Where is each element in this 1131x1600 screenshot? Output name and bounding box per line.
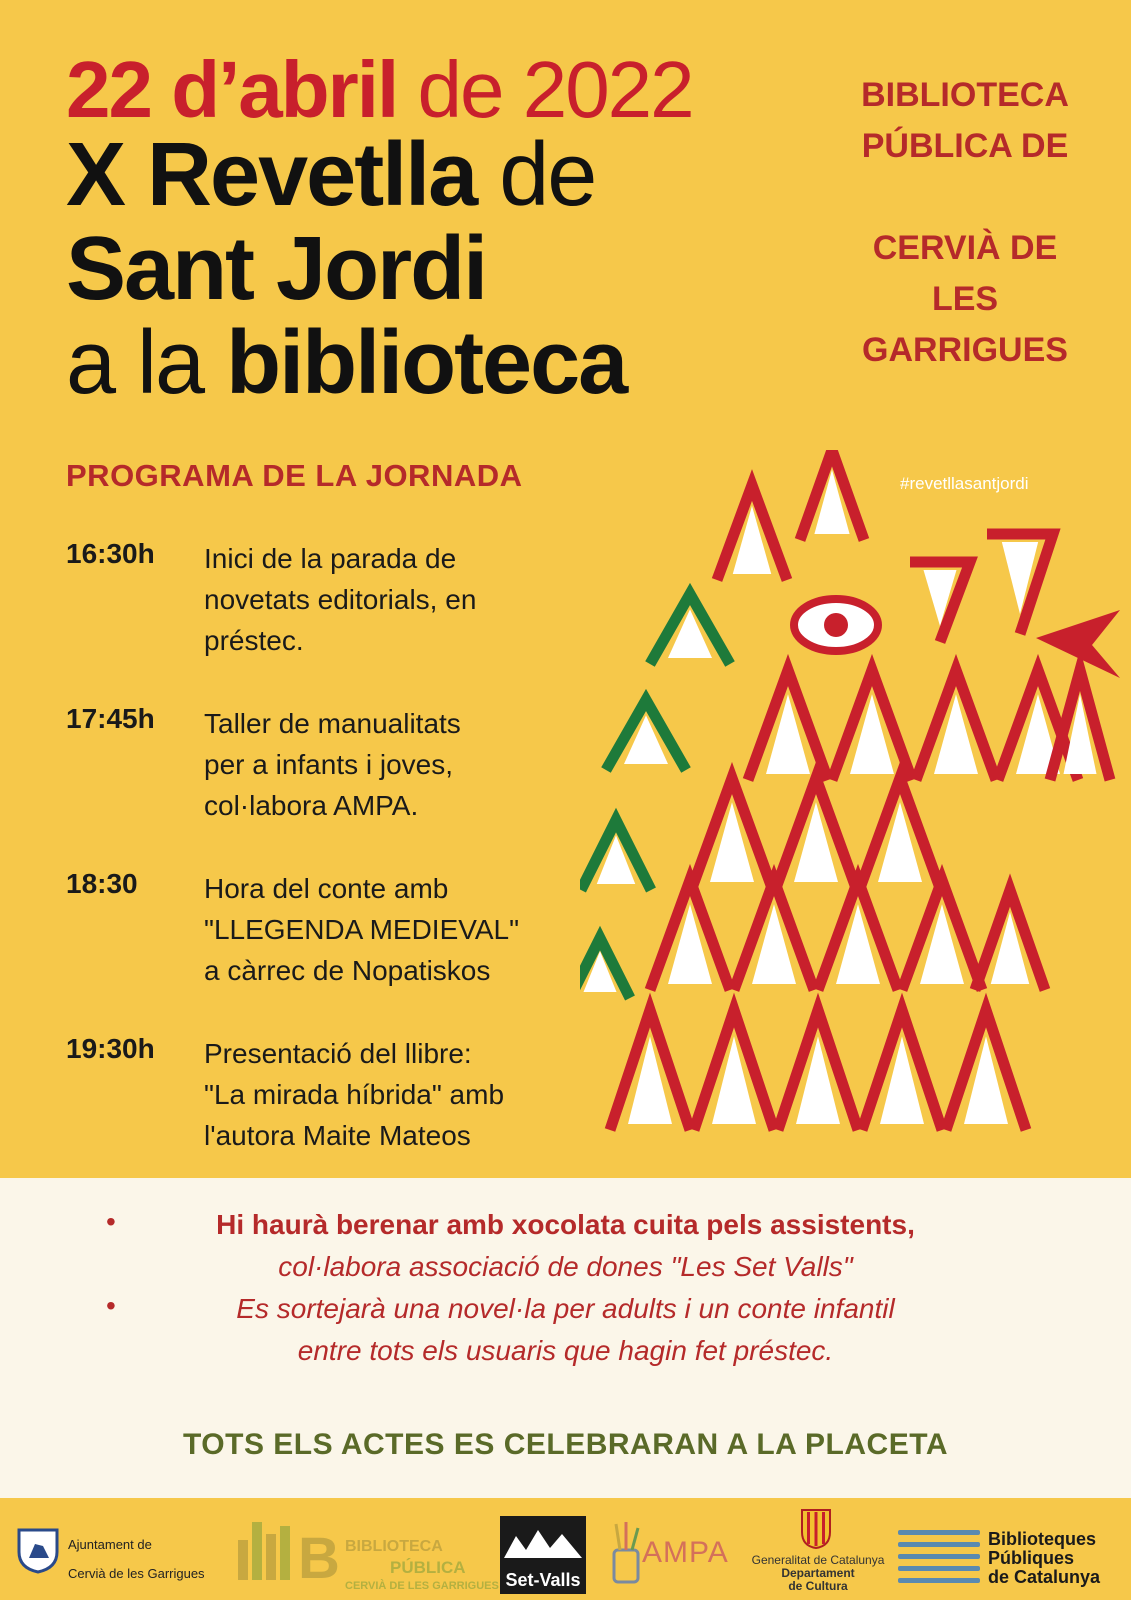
event-line: a càrrec de Nopatiskos bbox=[204, 955, 491, 986]
note-berenar-line1: Hi haurà berenar amb xocolata cuita pels assistents, bbox=[216, 1209, 915, 1240]
generalitat-logo-text bbox=[748, 1554, 888, 1593]
title-line3-rest: a la bbox=[66, 313, 204, 413]
title-line3-bold: biblioteca bbox=[226, 313, 627, 413]
event-time: 17:45h bbox=[66, 703, 155, 734]
bpc-line3: de Catalunya bbox=[988, 1567, 1101, 1587]
library-line3: CERVIÀ DE bbox=[872, 229, 1058, 267]
event-line: Presentació del llibre: bbox=[204, 1038, 472, 1069]
title-line1-bold: X Revetlla bbox=[66, 125, 477, 225]
biblioteca-line2: PÚBLICA bbox=[390, 1558, 466, 1577]
bpc-line1: Biblioteques bbox=[988, 1529, 1097, 1549]
date-year: de 2022 bbox=[417, 45, 693, 134]
event-time: 16:30h bbox=[66, 538, 155, 569]
bpc-logo-text bbox=[988, 1530, 1100, 1587]
event-description bbox=[204, 538, 584, 661]
event-description bbox=[204, 1033, 584, 1156]
event-line: per a infants i joves, bbox=[204, 749, 454, 780]
placeta-notice: TOTS ELS ACTES ES CELEBRARAN A LA PLACETA bbox=[183, 1428, 948, 1461]
dragon-eye bbox=[794, 599, 878, 651]
setvalls-logo bbox=[500, 1516, 586, 1594]
note-sorteig-line2: entre tots els usuaris que hagin fet préstec. bbox=[297, 1335, 834, 1366]
event-date bbox=[66, 45, 693, 134]
dragon-illustration bbox=[580, 450, 1120, 1160]
event-line: "LLEGENDA MEDIEVAL" bbox=[204, 914, 520, 945]
note-berenar-line2: col·labora associació de dones "Les Set Valls" bbox=[278, 1251, 853, 1282]
event-line: Taller de manualitats bbox=[204, 708, 461, 739]
dragon-triangles bbox=[580, 450, 1110, 1130]
event-line: l'autora Maite Mateos bbox=[204, 1120, 471, 1151]
library-line2: PÚBLICA DE bbox=[861, 127, 1069, 165]
generalitat-line2: Departament bbox=[781, 1566, 855, 1580]
event-description bbox=[204, 868, 584, 991]
poster-title bbox=[66, 125, 627, 413]
generalitat-line1: Generalitat de Catalunya bbox=[751, 1553, 885, 1567]
biblioteca-line1: BIBLIOTECA bbox=[345, 1538, 443, 1555]
date-day-month: 22 d’abril bbox=[66, 45, 398, 134]
library-line1: BIBLIOTECA bbox=[861, 76, 1069, 114]
title-line2: Sant Jordi bbox=[66, 219, 487, 319]
setvalls-text: Set-Valls bbox=[505, 1570, 581, 1590]
event-line: préstec. bbox=[204, 625, 304, 656]
note-berenar bbox=[0, 1204, 1131, 1288]
note-sorteig bbox=[0, 1288, 1131, 1372]
ampa-logo-text: AMPA bbox=[642, 1536, 729, 1569]
bpc-line2: Públiques bbox=[988, 1548, 1075, 1568]
event-time: 19:30h bbox=[66, 1033, 155, 1064]
event-description bbox=[204, 703, 584, 826]
title-line1-rest: de bbox=[499, 125, 596, 225]
bpc-stripes-icon bbox=[898, 1526, 984, 1584]
event-line: "La mirada híbrida" amb bbox=[204, 1079, 505, 1110]
event-time: 18:30 bbox=[66, 868, 138, 899]
event-line: Inici de la parada de bbox=[204, 543, 457, 574]
ampa-pencil-cup-icon bbox=[610, 1520, 642, 1586]
hashtag: #revetllasantjordi bbox=[900, 474, 1029, 493]
event-line: col·labora AMPA. bbox=[204, 790, 419, 821]
ajuntament-line2: Cervià de les Garrigues bbox=[68, 1566, 205, 1581]
biblioteca-line3: CERVIÀ DE LES GARRIGUES bbox=[345, 1580, 499, 1592]
generalitat-line3: de Cultura bbox=[788, 1579, 848, 1593]
event-line: Hora del conte amb bbox=[204, 873, 449, 904]
biblioteca-books-icon bbox=[238, 1512, 343, 1582]
library-line4: LES bbox=[931, 280, 999, 318]
bullet-1: • bbox=[106, 1206, 116, 1237]
event-line: novetats editorials, en bbox=[204, 584, 477, 615]
library-gap bbox=[820, 172, 1110, 223]
ajuntament-shield-icon bbox=[15, 1524, 61, 1574]
ajuntament-logo-text bbox=[68, 1530, 205, 1588]
generalitat-shield-icon bbox=[800, 1508, 832, 1550]
ajuntament-line1: Ajuntament de bbox=[68, 1537, 152, 1552]
library-line5: GARRIGUES bbox=[862, 331, 1068, 369]
note-sorteig-line1: Es sortejarà una novel·la per adults i un conte infantil bbox=[236, 1293, 895, 1324]
library-name bbox=[820, 70, 1110, 376]
bullet-2: • bbox=[106, 1290, 116, 1321]
program-title: PROGRAMA DE LA JORNADA bbox=[66, 458, 523, 493]
svg-text:B: B bbox=[298, 1526, 340, 1582]
